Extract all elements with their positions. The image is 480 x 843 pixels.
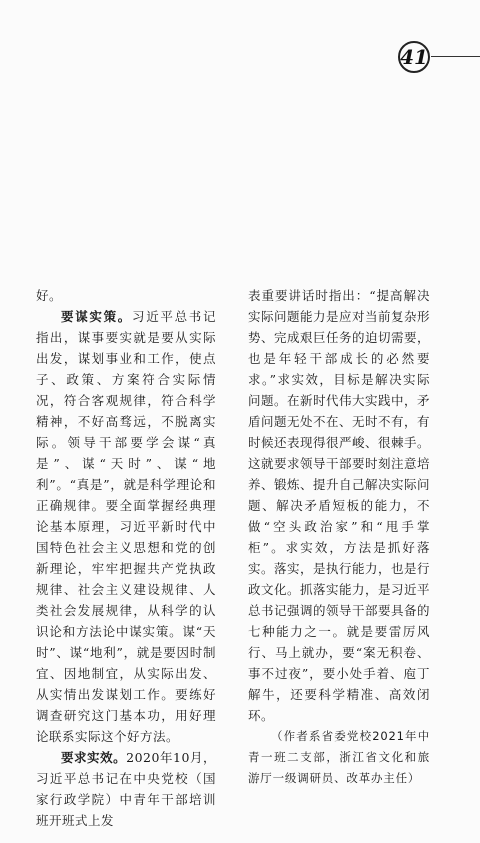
- paragraph-seek-results-text: 2020年10月，习近平总书记在中央党校（国家行政学院）中青年干部培训班开班式上发: [36, 750, 216, 828]
- paragraph-seek-results-continued: 表重要讲话时指出：“提高解决实际问题能力是应对当前复杂形势、完成艰巨任务的迫切需要，也是年轻干部成长的必然要求。”求实效，目标是解决实际问题。在新时代伟大实践中，矛盾问题无处不在、无时不有，有时候还表现得很严峻、很棘手。这就要求领导干部要时刻注意培养、锻炼、提升自己解决实际问题、解决矛盾短板的能力，不做“空头政治家”和“甩手掌柜”。求实效，方法是抓好落实。落实，是执行能力，也是行政文化。抓落实能力，是习近平总书记强调的领导干部要具备的七种能力之一。就是要雷厉风行、马上就办，要“案无积卷、事不过夜”，要小处手着、庖丁解牛，还要科学精准、高效闭环。: [248, 288, 431, 723]
- paragraph-plan-policy-text: 习近平总书记指出，谋事要实就是要从实际出发，谋划事业和工作，使点子、政策、方案符合实际情况，符合客观规律，符合科学精神，不好高骛远，不脱离实际。领导干部要学会谋“真是”、谋“天时”、谋“地利”。“真是”，就是科学理论和正确规律。要全面掌握经典理论基本原理，习近平新时代中国特色社会主义思想和党的创新理论，牢牢把握共产党执政规律、社会主义建设规律、人类社会发展规律，从科学的认识论和方法论中谋实策。谋“天时”、谋“地利”，就是要因时制宜、因地制宜，从实际出发、从实情出发谋划工作。要练好调查研究这门基本功，用好理论联系实际这个好方法。: [36, 309, 216, 744]
- paragraph-seek-results: [36, 747, 216, 831]
- header-rule: [431, 56, 480, 57]
- section-heading-seek-results: 要求实效。: [61, 750, 127, 765]
- page-number: 41: [398, 41, 430, 73]
- paragraph-plan-policy: [36, 306, 216, 747]
- section-heading-plan-policy: 要谋实策。: [61, 309, 132, 324]
- paragraph-continuation: 好。: [36, 288, 63, 303]
- left-column: [36, 285, 216, 831]
- author-note: （作者系省委党校2021年中青一班二支部，浙江省文化和旅游厅一级调研员、改革办主任）: [248, 729, 430, 785]
- right-column: [248, 285, 430, 789]
- page-number-marker: [395, 40, 480, 76]
